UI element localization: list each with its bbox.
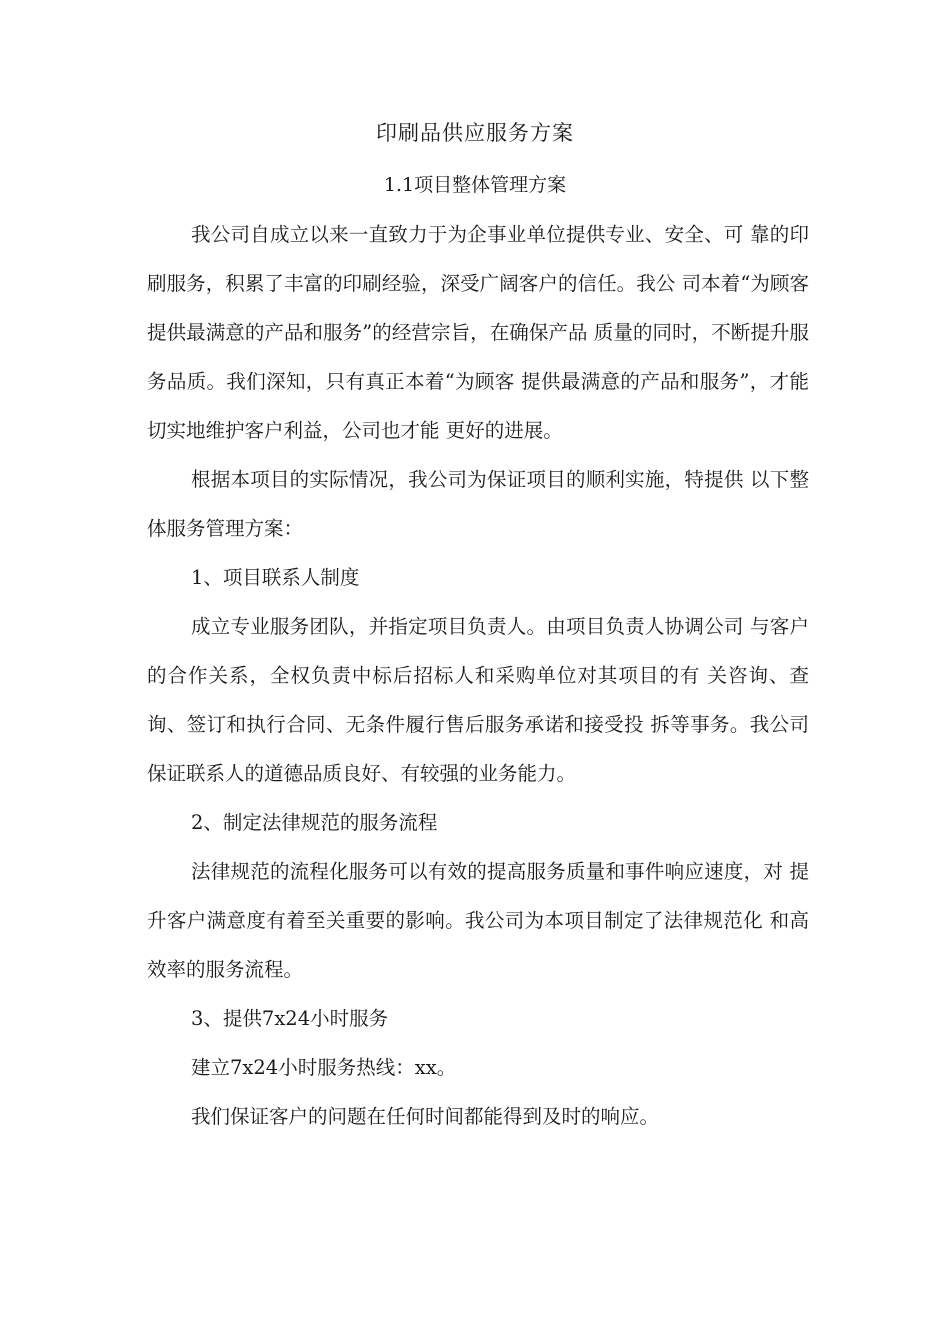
basis-paragraph: 根据本项目的实际情况，我公司为保证项目的顺利实施，特提供 以下整体服务管理方案： xyxy=(147,468,809,540)
item1-paragraph: 成立专业服务团队，并指定项目负责人。由项目负责人协调公司 与客户的合作关系，全权负责中标后招标人和采购单位对其项目的有 关咨询、查询、签订和执行合同、无条件履行售后服务承诺和接受投 拆等事务。我公司保证联系人的道德品质良好、有较强的业务能力。 xyxy=(147,615,809,785)
intro-paragraph: 我公司自成立以来一直致力于为企事业单位提供专业、安全、可 靠的印刷服务，积累了丰富的印刷经验，深受广阔客户的信任。我公 司本着“为顾客提供最满意的产品和服务”的经营宗旨，在确保产品 质量的同时，不断提升服务品质。我们深知，只有真正本着“为顾客 提供最满意的产品和服务”，才能切实地维护客户利益，公司也才能 更好的进展。 xyxy=(147,223,809,442)
item3-hotline-line: 建立7x24小时服务热线：xx。 xyxy=(191,1056,457,1079)
section-heading: 1.1项目整体管理方案 xyxy=(383,174,567,196)
item2-paragraph: 法律规范的流程化服务可以有效的提高服务质量和事件响应速度，对 提升客户满意度有着至关重要的影响。我公司为本项目制定了法律规范化 和高效率的服务流程。 xyxy=(147,860,809,981)
document-body xyxy=(147,210,809,1141)
item3-heading: 3、提供7x24小时服务 xyxy=(191,1007,389,1030)
item3-response-line: 我们保证客户的问题在任何时间都能得到及时的响应。 xyxy=(191,1105,660,1128)
item2-heading: 2、制定法律规范的服务流程 xyxy=(191,811,438,834)
item1-heading: 1、项目联系人制度 xyxy=(191,566,360,589)
document-title: 印刷品供应服务方案 xyxy=(376,121,574,145)
